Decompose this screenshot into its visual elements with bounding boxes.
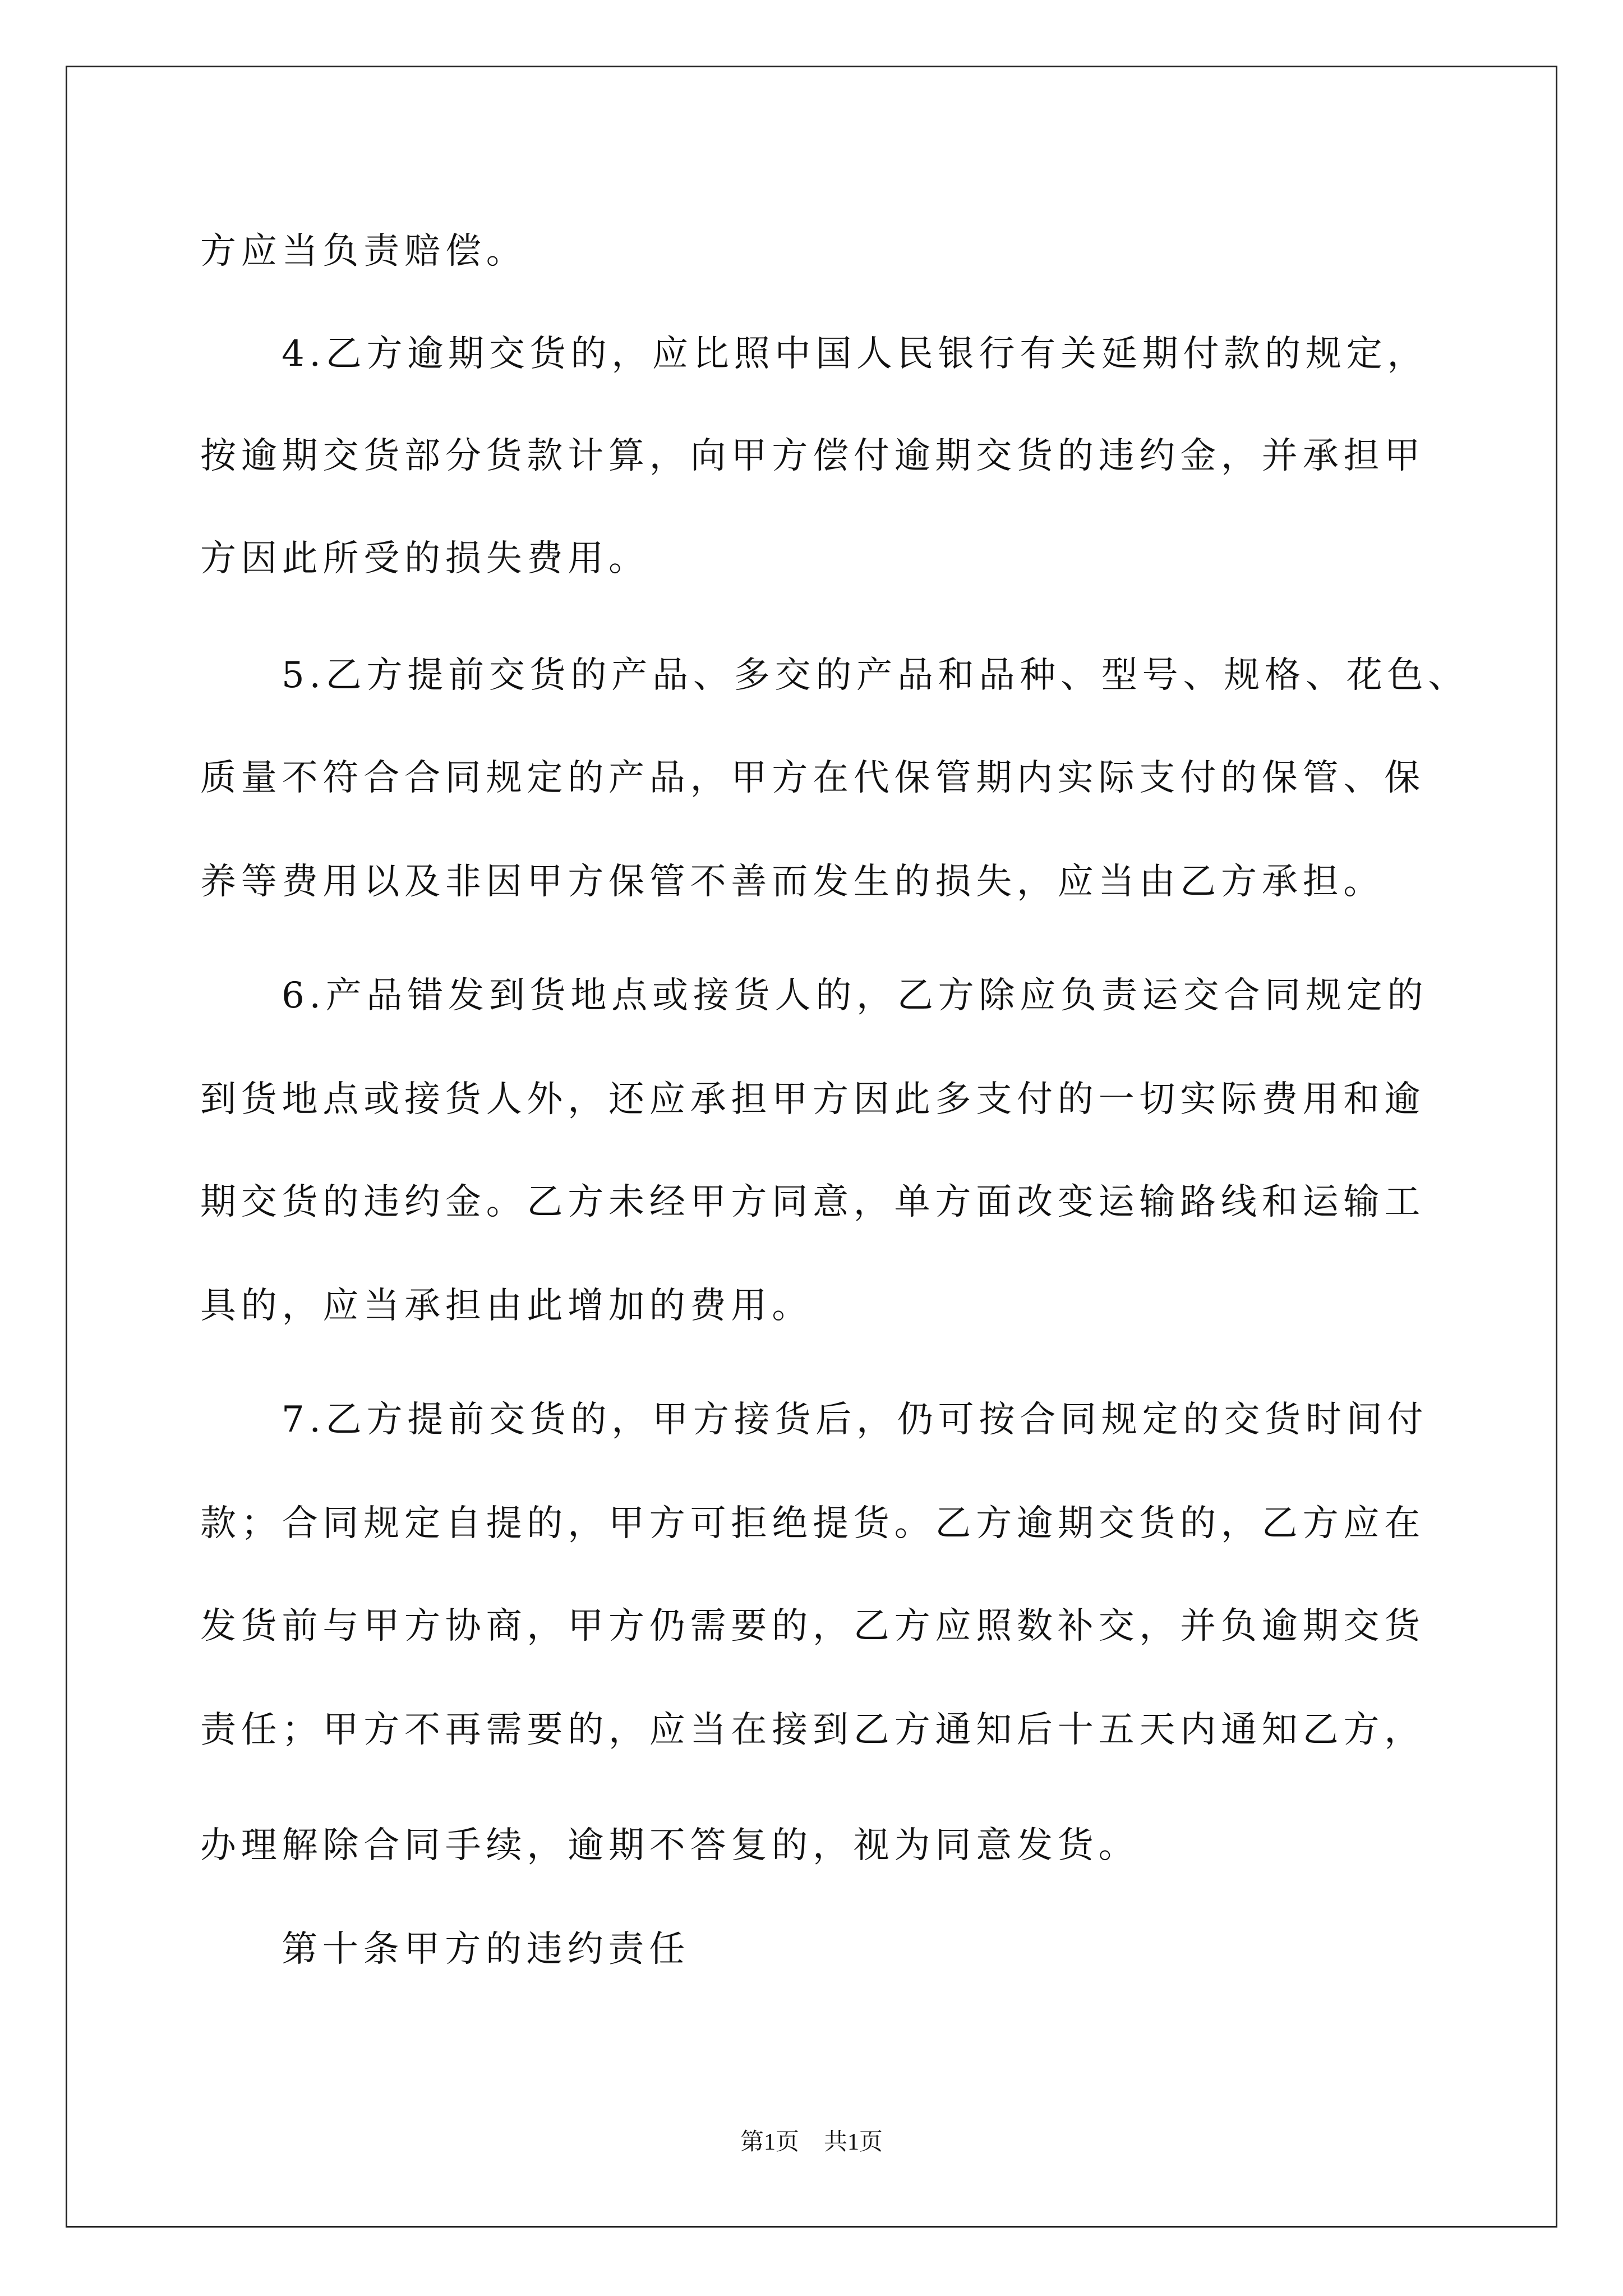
text-line: 发货前与甲方协商，甲方仍需要的，乙方应照数补交，并负逾期交货 xyxy=(200,1605,1425,1647)
text-line: 方应当负责赔偿。 xyxy=(200,231,527,272)
text-line: 6.产品错发到货地点或接货人的，乙方除应负责运交合同规定的 xyxy=(282,975,1428,1016)
page-count: 共1页 xyxy=(824,2129,883,2155)
text-line: 款；合同规定自提的，甲方可拒绝提货。乙方逾期交货的，乙方应在 xyxy=(200,1503,1425,1544)
text-line: 办理解除合同手续，逾期不答复的，视为同意发货。 xyxy=(200,1825,1140,1866)
text-line: 5.乙方提前交货的产品、多交的产品和品种、型号、规格、花色、 xyxy=(282,655,1469,696)
text-line: 到货地点或接货人外，还应承担甲方因此多支付的一切实际费用和逾 xyxy=(200,1079,1425,1120)
text-line: 7.乙方提前交货的，甲方接货后，仍可按合同规定的交货时间付 xyxy=(282,1399,1428,1441)
text-line: 质量不符合合同规定的产品，甲方在代保管期内实际支付的保管、保 xyxy=(200,757,1425,799)
text-line: 责任；甲方不再需要的，应当在接到乙方通知后十五天内通知乙方， xyxy=(200,1709,1425,1751)
text-line: 期交货的违约金。乙方未经甲方同意，单方面改变运输路线和运输工 xyxy=(200,1181,1425,1223)
text-line: 4.乙方逾期交货的，应比照中国人民银行有关延期付款的规定， xyxy=(282,333,1428,375)
text-line: 具的，应当承担由此增加的费用。 xyxy=(200,1285,813,1327)
text-line: 方因此所受的损失费用。 xyxy=(200,538,649,579)
page-border xyxy=(66,66,1557,2228)
page-footer xyxy=(0,2128,1623,2156)
text-line: 按逾期交货部分货款计算，向甲方偿付逾期交货的违约金，并承担甲 xyxy=(200,435,1425,477)
section-heading: 第十条甲方的违约责任 xyxy=(282,1929,690,1970)
text-line: 养等费用以及非因甲方保管不善而发生的损失，应当由乙方承担。 xyxy=(200,861,1385,903)
page-number: 第1页 xyxy=(740,2129,799,2155)
